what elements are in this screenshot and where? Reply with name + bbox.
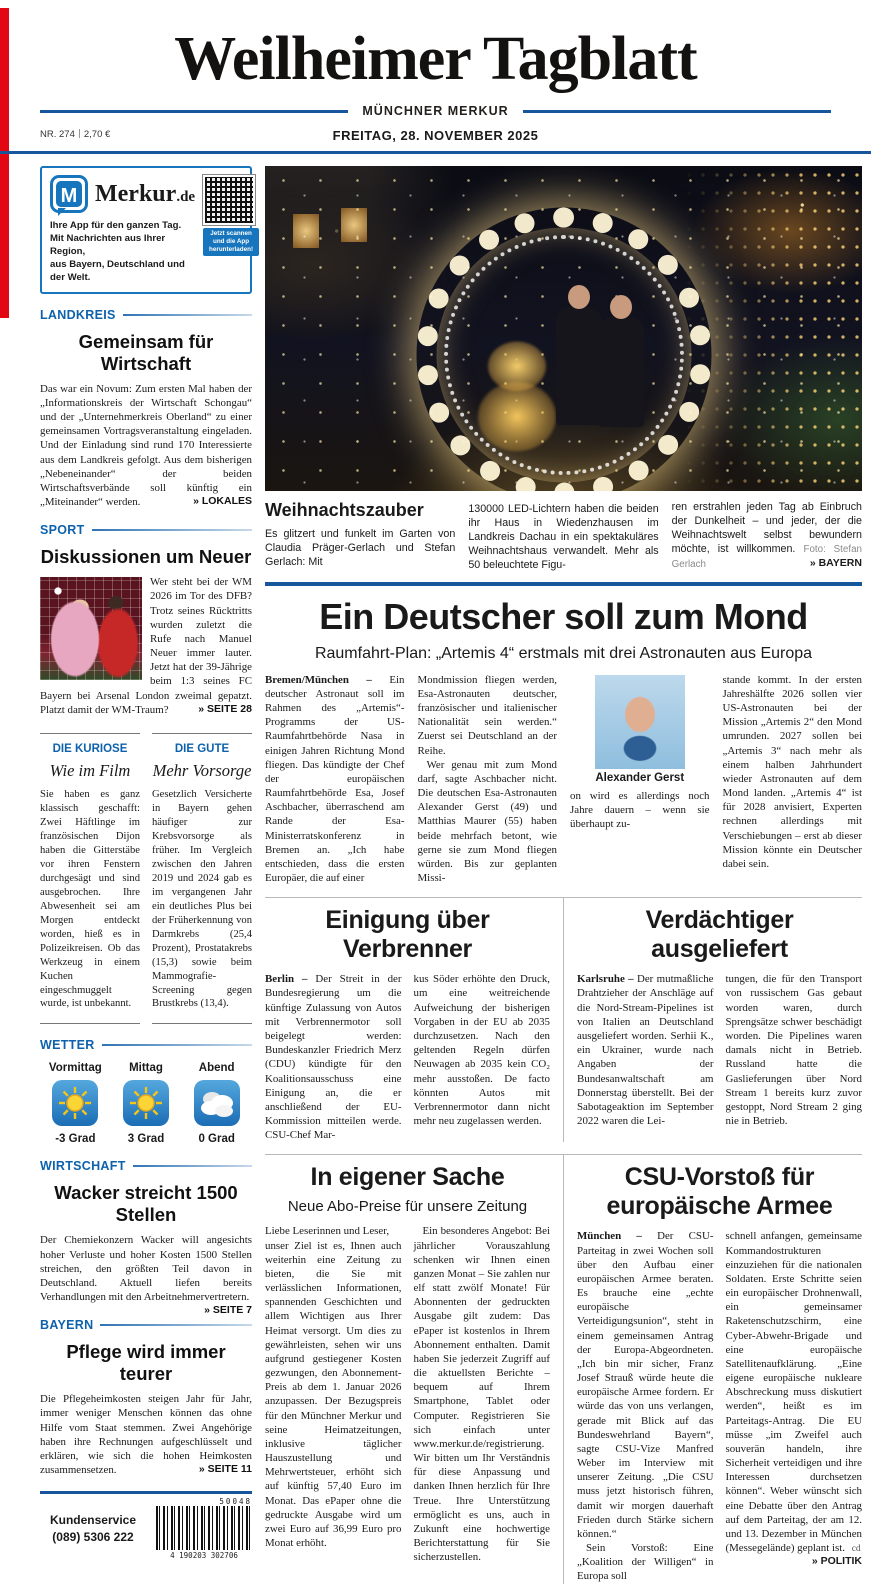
weather-slot-vormittag (40, 1062, 111, 1145)
section-wetter (40, 1038, 252, 1145)
clouds-icon (194, 1080, 240, 1126)
dateline: Berlin – (265, 973, 316, 986)
verbrenner-headline: Einigung über Verbrenner (325, 906, 490, 964)
kicker-die-kuriose: DIE KURIOSE (52, 742, 128, 755)
logo-speech-tail (58, 208, 66, 216)
portrait-caption: Alexander Gerst (595, 771, 685, 784)
abo-col-1: Liebe Leserinnen und Leser, unser Ziel ist es, Ihnen auch weiterhin eine Zeitung zu bieten, die Sie mit verlässlichen Informationen, spannenden Geschichten und allem Wichtigen aus Ihrer Heimat versorgt. Um dies zu gewährleisten, sehen wir uns aufgrund gestiegener Kosten gezwungen, den Abonnement-Preis ab dem 1. Januar 2026 anzupassen. Der Bezugspreis für den Münchner Merkur und seine Heimatzeitungen, inklusive täglicher Hauszustellung und Mehrwertsteuer, erhöht sich auf künftig 57,40 Euro im Monat. Das ePaper ohne die gedruckte Ausgabe wird um zwei Euro auf 36,99 Euro pro Monat erhöht. (265, 1225, 402, 1550)
article-verbrenner (265, 898, 550, 1142)
weather-temp: 0 Grad (198, 1133, 235, 1146)
person-silhouette (556, 307, 602, 425)
barcode-number: 4 190203 302706 (170, 1551, 238, 1561)
section-die-kuriose (40, 733, 140, 1025)
author-sig: cd (851, 1544, 861, 1555)
caption-col2: 130000 LED-Lichtern haben die beiden ihr Haus in Wiedenzhausen im Landkreis Dachau in ein spektakuläres Weihnachtshaus verwandelt. Mehr als 50 beleuchtete Figu- (468, 502, 659, 572)
logo-letter: M (56, 181, 82, 207)
weather-temp: -3 Grad (55, 1133, 96, 1146)
divider (79, 129, 80, 138)
lead-col-3: Alexander Gerst on wird es allerdings noch Jahre dauern – wenn sie überhaupt zu- (570, 673, 710, 886)
qr-label: Jetzt scannen und die App herunterladen! (203, 228, 259, 256)
customer-service (40, 1491, 252, 1560)
alexander-gerst-portrait (595, 675, 685, 769)
publisher-kicker: MÜNCHNER MERKUR (362, 104, 509, 118)
verbrenner-col-1: Berlin – Der Streit in der Bundesregierung um die künftige Zulassung von Autos mit Verbrennermotor soll beigelegt werden: Bundeskanzler Friedrich Merz (CDU) kündigte für den Koalitionsausschuss eine Einigung an, die er anschließend der EU-Kommission mitteilen werde. CSU-Chef Mar- (265, 973, 402, 1142)
body-landkreis: Das war ein Novum: Zum ersten Mal haben der „Informationskreis der Wirtschaft Schongau“ und der „Unternehmerkreis Oberland“ zu einer gemeinsamen Vortragsveranstaltung eingeladen. Und der Einladung sind rund 170 Interessierte aus dem Landkreis gefolgt. Aus dem bisherigen „Nebeneinander“ der beiden Wirtschaftsverbände soll künftig ein „Miteinander“ werden. (40, 382, 252, 509)
photo-caption (265, 491, 862, 582)
person-head (610, 295, 632, 319)
sport-photo (40, 577, 142, 680)
lead-col-1: Bremen/München – Ein deutscher Astronaut soll im Rahmen des „Artemis“-Programms der US-Raumfahrtbehörde Nasa in einigen Jahren Richtung Mond fliegen. Das kündigte der Chef der europäischen Raumfahrtbehörde Esa, Josef Aschbacher, überraschend am Rande der Esa-Ministerratskonferenz in Bremen an. „Ich habe entschieden, dass die ersten Europäer, die auf einer (265, 673, 405, 885)
sun-icon (52, 1080, 98, 1126)
kicker-wirtschaft: WIRTSCHAFT (40, 1159, 252, 1173)
section-divider-rule (265, 582, 862, 586)
ad-copy: Ihre App für den ganzen Tag. Mit Nachrichten aus Ihrer Region, aus Bayern, Deutschland und der Welt. (50, 220, 185, 283)
body-kuriose: Sie haben es ganz klassisch geschafft: Zwei Häftlinge im französischen Dijon haben die Gitterstäbe vor ihren Fenstern durchgesägt und sind ausgebrochen. Ihre Abwesenheit sei am Morgen entdeckt worden, hieß es in Polizeikreisen. Ob das Werkzeug in einem Kuchen eingeschmuggelt wurde, ist unbekannt. (40, 788, 140, 1010)
barcode-stripes (156, 1506, 252, 1550)
photo-credit: Foto: Stefan Gerlach (671, 544, 862, 571)
body-bayern: Die Pflegeheimkosten steigen Jahr für Jahr, immer weniger Menschen können das ohne Hilfe vom Staat stemmen. Zwei Angehörige haben ihre Rechnungen aufgeschlüsselt und erklären, wie sich die hohen Heimkosten zusammensetzen. (40, 1393, 252, 1477)
lead-headline: Ein Deutscher soll zum Mond (319, 595, 808, 637)
ref-seite-28: » SEITE 28 (198, 702, 252, 715)
kicker-sport: SPORT (40, 523, 252, 537)
rule-left (40, 110, 348, 113)
barcode (156, 1497, 252, 1561)
ref-seite-7: » SEITE 7 (204, 1304, 252, 1317)
lead-subheadline: Raumfahrt-Plan: „Artemis 4“ erstmals mit drei Astronauten aus Europa (314, 644, 813, 662)
merkur-app-ad[interactable] (40, 166, 252, 294)
light-garland (682, 166, 862, 491)
christmas-lights-photo (265, 166, 862, 491)
issue-number: NR. 274 (40, 129, 75, 140)
left-accent-strip (0, 8, 9, 318)
main-column (265, 166, 862, 1584)
dateline: Bremen/München – (265, 673, 390, 686)
abo-col-2: Ein besonderes Angebot: Bei jährlicher Vorauszahlung schenken wir Ihnen einen ganzen Monat – Sie zahlen nur elf statt zwölf Monate! Für Abonnenten der gedruckten Ausgabe gilt zudem: Das ePaper ist kostenlos in Ihrem Abonnement enthalten. Damit haben Sie jederzeit Zugriff auf die aktuellsten Berichte – bequem auf Ihrem Smartphone, Tablet oder Computer. Registrieren Sie sich einfach unter www.merkur.de/registrierung. Wir bitten um Ihr Verständnis für diese Anpassung und danken Ihnen herzlich für Ihre Treue. Ihre Unterstützung ermöglicht es uns, auch in Zukunft eine hochwertige Berichterstattung für Sie sicherzustellen. (413, 1225, 550, 1564)
caption-headline: Weihnachtszauber (265, 500, 424, 520)
issue-price (40, 129, 110, 140)
article-abo (265, 1155, 550, 1583)
lead-col-2: Mondmission fliegen werden, Esa-Astronauten deutscher, französischer und italienischer Nationalität sein werden.“ Zuerst sei Deutschland an der Reihe. Wer genau mit zum Mond darf, sagte Aschbacher nicht. Die deutschen Esa-Astronauten Alexander Gerst (49) und Matthias Maurer (55) haben beide mehrfach betont, wie gerne sie zum Mond fliegen würden. Bis zur geplanten Missi- (417, 673, 557, 885)
csu-col-1: München – Der CSU-Parteitag in zwei Wochen soll über den Aufbau einer europäischen Armee beraten. Es brauche eine „echte europäische Verteidigungsunion“, steht in einem gemeinsamen Antrag der Europa-Abgeordneten. „Ich bin mir sicher, Franz Josef Strauß würde heute die europäische Armee fordern. Er würde das von uns verlangen, gerade mit Blick auf das Bundeswehrland Bayern“, sagte CSU-Vize Manfred Weber im Interview mit unserer Zeitung. „Die CSU muss jetzt historisch führen, damit wir morgen dauerhaft Frieden durch Stärke sichern können.“ Sein Vorstoß: Eine „Koalition der Willigen“ in Europa soll (577, 1230, 714, 1583)
lead-article (265, 596, 862, 886)
page-header (0, 0, 871, 154)
rule-right (523, 110, 831, 113)
publication-date: FREITAG, 28. NOVEMBER 2025 (332, 128, 539, 143)
date-row (0, 128, 871, 154)
section-landkreis (40, 308, 252, 510)
section-wirtschaft (40, 1159, 252, 1317)
kicker-bayern: BAYERN (40, 1318, 252, 1332)
merkur-logo-icon (50, 175, 88, 213)
nordstream-headline: Verdächtiger ausgeliefert (645, 906, 794, 964)
headline-kuriose: Wie im Film (49, 760, 131, 780)
person-silhouette (598, 317, 644, 427)
masthead-kicker-row (40, 104, 831, 118)
headline-gute: Mehr Vorsorge (152, 760, 252, 780)
sidebar (40, 166, 252, 1584)
qr-code (203, 175, 255, 225)
csu-headline: CSU-Vorstoß für europäische Armee (606, 1163, 833, 1221)
abo-salutation: Liebe Leserinnen und Leser, (265, 1225, 390, 1238)
kicker-landkreis: LANDKREIS (40, 308, 252, 322)
weather-slot-abend (181, 1062, 252, 1145)
kicker-wetter: WETTER (40, 1038, 252, 1052)
abo-headline: In eigener Sache (310, 1163, 505, 1192)
body-gute: Gesetzlich Versicherte in Bayern gehen häufiger zur Krebsvorsorge als früher. Im Vergleich zwischen den Jahren 2019 und 2024 gab es im vergangenen Jahr ein deutliches Plus bei der Früherkennung von Darmkrebs (25,4 Prozent), Prostatakrebs (15,3) sowie beim Mammografie-Screening gegen Brustkrebs (13,4). (152, 788, 252, 1010)
dateline: Karlsruhe – (577, 973, 637, 986)
ad-brand-title: Merkur.de (95, 180, 196, 207)
person-head (568, 285, 590, 309)
section-bayern (40, 1318, 252, 1477)
body-sport: Wer steht bei der WM 2026 im Tor des DFB? Trotz seines Rücktritts wurden zuletzt die Rufe nach Manuel Neuer immer lauter. Jetzt hat der 39-Jährige beim 1:3 seines FC Bayern bei Arsenal London zweimal gepatzt. Platzt damit der WM-Traum? (40, 576, 252, 716)
article-csu (563, 1155, 862, 1583)
ref-bayern: » BAYERN (809, 557, 862, 570)
barcode-code: 50048 (219, 1497, 252, 1507)
lead-col-4: stande kommt. In der ersten Jahreshälfte 2026 sollen vier US-Astronauten bei der Mission „Artemis 2“ den Mond umrunden. 2027 sollen bei „Artemis 3“ nach mehr als einem halben Jahrhundert wieder Astronauten auf dem Mond landen. „Artemis 4“ ist für 2028 anvisiert, Experten rechnen allerdings mit Verschiebungen – erst ab dieser Mission könnte ein Deutscher dabei sein. (722, 673, 862, 870)
ref-lokales: » LOKALES (193, 495, 252, 508)
sun-icon (123, 1080, 169, 1126)
verbrenner-col-2: kus Söder erhöhte den Druck, um eine weitreichende Aufweichung der bisherigen Vorgaben in der EU ab 2035 durchzusetzen. Nach den geltenden Regeln dürfen Neuwagen ab 2035 kein CO₂ mehr ausstoßen. De facto könnten Autos mit Verbrennermotor dann nicht mehr neu zugelassen werden. (413, 973, 550, 1128)
ref-seite-11: » SEITE 11 (198, 1463, 252, 1476)
article-nordstream (563, 898, 862, 1142)
caption-col1: Es glitzert und funkelt im Garten von Claudia Präger-Gerlach und Stefan Gerlach: Mit (265, 528, 456, 569)
headline-wirtschaft: Wacker streicht 1500 Stellen (54, 1182, 238, 1226)
nordstream-col-1: Karlsruhe – Der mutmaßliche Drahtzieher der Anschläge auf die Nord-Stream-Pipelines ist von Italien an Deutschland ausgeliefert worden. Serhii K., ein Ukrainer, wurde nach Angaben der Bundesanwaltschaft am Donnerstag überstellt. Bei der Sabotageaktion im September 2022 waren die Lei- (577, 973, 714, 1128)
kicker-die-gute: DIE GUTE (174, 742, 230, 755)
headline-landkreis: Gemeinsam für Wirtschaft (78, 330, 214, 374)
section-die-gute (152, 733, 252, 1025)
weather-slot-mittag (111, 1062, 182, 1145)
newspaper-title: Weilheimer Tagblatt (174, 25, 697, 93)
service-phone: (089) 5306 222 (52, 1530, 134, 1545)
service-label: Kundenservice (49, 1513, 137, 1528)
weather-temp: 3 Grad (127, 1133, 165, 1146)
nordstream-col-2: tungen, die für den Transport von russischem Gas gebaut worden waren, durch Sprengsätze schwer beschädigt worden. Die Pipelines waren damals nicht in Betrieb. Russland hatte die Gaslieferungen über Nord Stream 1 bereits kurz zuvor gestoppt, Nord Stream 2 ging nie in Betrieb. (725, 973, 862, 1128)
headline-bayern: Pflege wird immer teurer (66, 1341, 226, 1385)
weather-label: Vormittag (48, 1062, 102, 1075)
price: 2,70 € (83, 129, 111, 140)
dateline: München – (577, 1230, 658, 1243)
abo-subheadline: Neue Abo-Preise für unsere Zeitung (287, 1198, 528, 1216)
csu-col-2: schnell anfangen, gemeinsame Kommandostrukturen einzuziehen für die nationalen Soldaten. Erste Schritte seien ein europäischer Drohnenwall, ein gemeinsamer Raketenschutzschirm, eine Cyber-Abwehr-Brigade und eine europäische Satellitenaufklärung. „Eine eigene europäische nukleare Abschreckung muss diskutiert werden“, heißt es im Parteitags-Antrag. Die EU müsse „im Zweifel auch souverän handeln, ihre Sicherheit verteidigen und ihre Interessen durchsetzen können“. Weber wünscht sich eine Debatte über den Antrag auf dem Parteitag, der am 12. und 13. Dezember in München (Messegelände) geplant ist. cd » POLITIK (725, 1230, 862, 1568)
weather-label: Abend (198, 1062, 235, 1075)
caption-col3: ren erstrahlen jeden Tag ab Einbruch der Dunkelheit – und jeder, der die Weihnachtswelt selbst bewundern möchte, ist willkommen. (671, 501, 862, 556)
headline-sport: Diskussionen um Neuer (40, 546, 252, 568)
body-wirtschaft: Der Chemiekonzern Wacker will angesichts hoher Verluste und hoher Kosten 1500 Stellen streichen, den größten Teil davon in Deutschland. Aktuell liefen bereits Verhandlungen mit den Arbeitnehmervertretern. (40, 1234, 252, 1304)
weather-label: Mittag (129, 1062, 163, 1075)
section-sport (40, 523, 252, 717)
ref-politik: » POLITIK (811, 1555, 862, 1568)
